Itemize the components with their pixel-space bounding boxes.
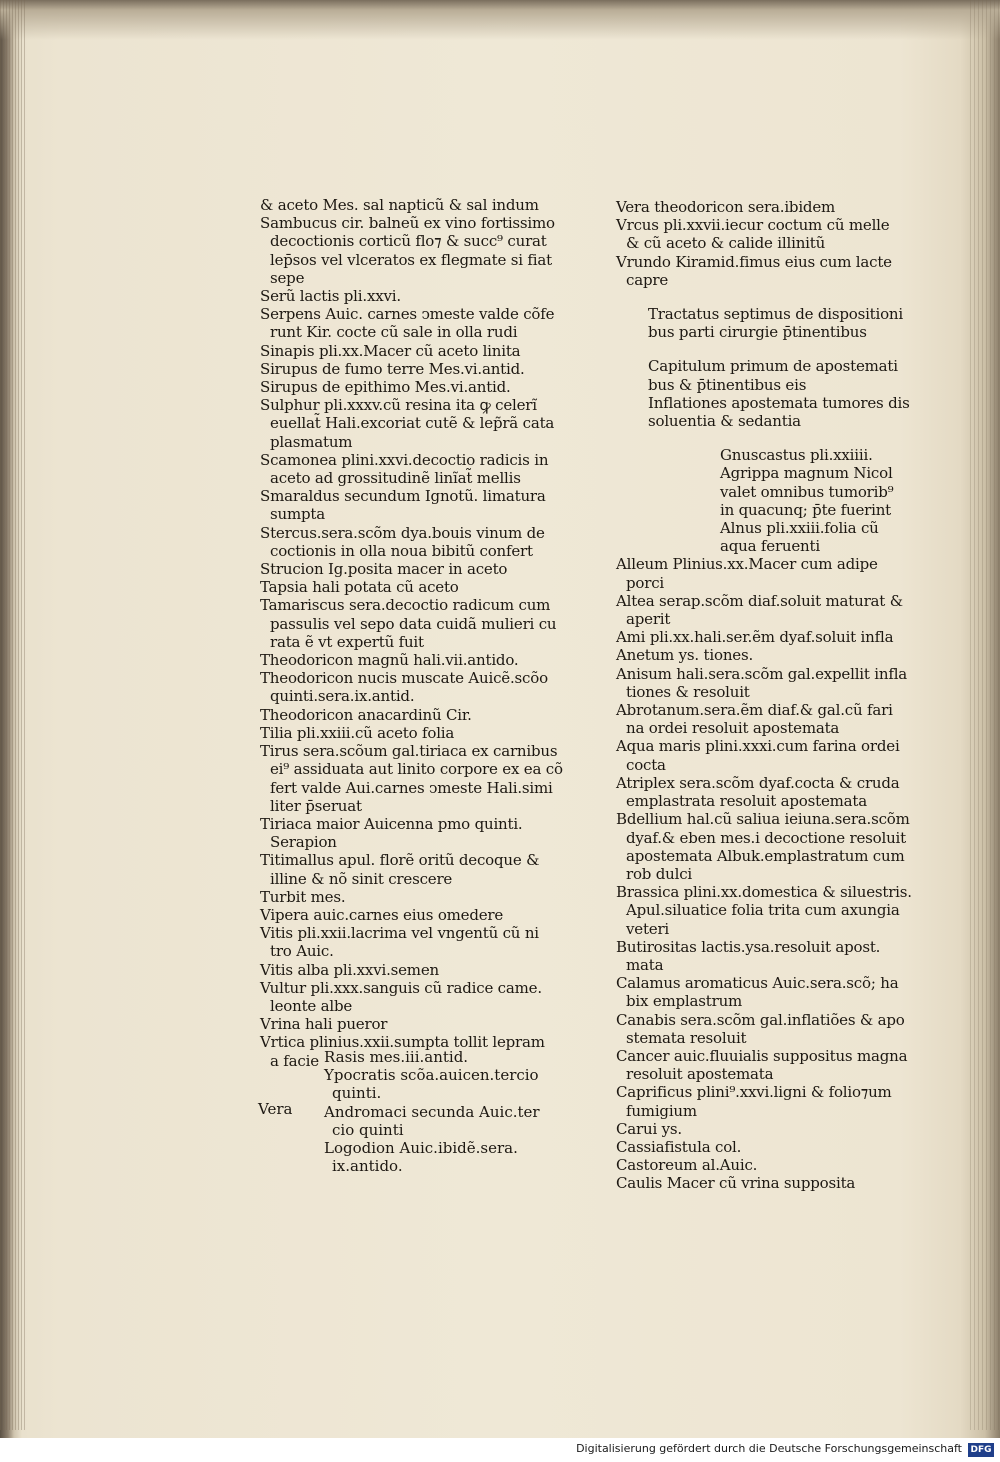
text-line: & aceto Mes. sal napticũ & sal indum xyxy=(260,196,539,214)
text-line: Caprificus plini⁹.xxvi.ligni & folio⁊um xyxy=(616,1083,892,1102)
text-line: Gnuscastus pli.xxiiii. xyxy=(720,446,873,465)
text-line: bix emplastrum xyxy=(626,992,743,1011)
text-line: Apul.siluatice folia trita cum axungia xyxy=(626,901,900,920)
text-line: Tiriaca maior Auicenna pmo quinti. xyxy=(260,814,523,833)
gloss-entry: ix.antido. xyxy=(332,1157,403,1176)
paragraph-gap xyxy=(616,289,916,305)
funding-notice: Digitalisierung gefördert durch die Deutsche Forschungsgemeinschaft xyxy=(576,1442,962,1455)
text-line: Vrcus pli.xxvii.iecur coctum cũ melle xyxy=(616,216,890,235)
text-line: & cũ aceto & calide illinitũ xyxy=(626,234,826,253)
text-line: rata ẽ vt expertũ fuit xyxy=(270,632,424,651)
text-line: Vrtica plinius.xxii.sumpta tollit lepram xyxy=(260,1033,545,1052)
text-line: Sirupus de fumo terre Mes.vi.antid. xyxy=(260,359,525,378)
text-line: Serpens Auic. carnes ↄmeste valde cõfe xyxy=(260,305,555,324)
gloss-entry: Rasis mes.iii.antid. xyxy=(324,1048,469,1066)
text-line: Cancer auic.fluuialis suppositus magna xyxy=(616,1046,908,1065)
text-line: plasmatum xyxy=(270,432,353,451)
right-text-column xyxy=(616,198,916,1193)
text-line: Turbit mes. xyxy=(260,887,346,906)
text-line: Vipera auic.carnes eius omedere xyxy=(260,905,504,924)
text-line: Theodoricon magnũ hali.vii.antido. xyxy=(260,651,519,670)
text-line: Ami pli.xx.hali.ser.ẽm dyaf.soluit infla xyxy=(616,628,894,647)
text-line: a facie xyxy=(270,1051,319,1070)
text-line: Tractatus septimus de dispositioni xyxy=(648,305,903,324)
text-line: emplastrata resoluit apostemata xyxy=(626,792,867,811)
text-line: decoctionis corticũ flo⁊ & succ⁹ curat xyxy=(270,232,547,251)
text-line: rob dulci xyxy=(626,864,693,883)
text-line: liter p̄seruat xyxy=(270,796,362,815)
text-line: in quacunq; p̄te fuerint xyxy=(720,500,891,519)
text-line: Castoreum al.Auic. xyxy=(616,1156,758,1175)
text-line: Tamariscus sera.decoctio radicum cum xyxy=(260,596,551,615)
gloss-entry: quinti. xyxy=(332,1084,382,1103)
text-line: sepe xyxy=(270,268,305,287)
gloss-entry: Andromaci secunda Auic.ter xyxy=(324,1102,540,1121)
text-line: Calamus aromaticus Auic.sera.scõ; ha xyxy=(616,974,899,993)
gloss-entry: cio quinti xyxy=(332,1120,404,1139)
text-line: passulis vel sepo data cuidã mulieri cu xyxy=(270,614,557,633)
text-line: veteri xyxy=(626,919,670,938)
text-line: Theodoricon nucis muscate Auicẽ.scõo xyxy=(260,669,548,688)
gloss-entry: Ypocratis scõa.auicen.tercio xyxy=(324,1066,539,1085)
text-line: Anisum hali.sera.scõm gal.expellit infla xyxy=(616,664,908,683)
text-line: Sulphur pli.xxxv.cũ resina ita ꝙ celerĩ xyxy=(260,396,537,415)
text-line: porci xyxy=(626,573,665,592)
text-line: euellat̃ Hali.excoriat cutẽ & lep̃rã cata xyxy=(270,414,555,433)
text-line: leonte albe xyxy=(270,996,353,1015)
text-line: Carui ys. xyxy=(616,1119,682,1138)
text-line: illine & nõ sinit crescere xyxy=(270,869,453,888)
text-line: valet omnibus tumorib⁹ xyxy=(720,482,894,501)
text-line: Abrotanum.sera.ẽm diaf.& gal.cũ fari xyxy=(616,701,893,720)
left-page-edges xyxy=(0,0,26,1430)
text-line: aceto ad grossitudinẽ linĩat̃ mellis xyxy=(270,469,521,488)
text-line: Alleum Plinius.xx.Macer cum adipe xyxy=(616,555,878,574)
text-line: Serũ lactis pli.xxvi. xyxy=(260,287,401,306)
text-line: Tapsia hali potata cũ aceto xyxy=(260,578,459,597)
gloss-entry: Logodion Auic.ibidẽ.sera. xyxy=(324,1139,518,1158)
text-line: dyaf.& eben mes.i decoctione resoluit xyxy=(626,828,906,847)
text-line: fumigium xyxy=(626,1101,697,1120)
text-line: Sirupus de epithimo Mes.vi.antid. xyxy=(260,378,511,397)
footer-bar xyxy=(0,1438,1000,1462)
text-line: Tirus sera.scõum gal.tiriaca ex carnibus xyxy=(260,742,558,761)
text-line: Serapion xyxy=(270,833,337,852)
text-line: Vera theodoricon sera.ibidem xyxy=(616,198,836,216)
text-line: Tilia pli.xxiii.cũ aceto folia xyxy=(260,723,455,742)
gloss-brace-list xyxy=(324,1048,540,1175)
text-line: quinti.sera.ix.antid. xyxy=(270,687,415,706)
text-line: Capitulum primum de apostemati xyxy=(648,357,898,376)
text-line: sumpta xyxy=(270,505,325,524)
text-line: ei⁹ assiduata aut linito corpore ex ea cõ xyxy=(270,760,563,779)
text-line: Anetum ys. tiones. xyxy=(616,646,754,665)
text-line: na ordei resoluit apostemata xyxy=(626,719,840,738)
text-line: tiones & resoluit xyxy=(626,682,750,701)
text-line: Aqua maris plini.xxxi.cum farina ordei xyxy=(616,737,900,756)
text-line: Caulis Macer cũ vrina supposita xyxy=(616,1174,856,1193)
paragraph-gap xyxy=(616,341,916,357)
text-line: Smaraldus secundum Ignotũ. limatura xyxy=(260,487,546,506)
text-line: Strucion Ig.posita macer in aceto xyxy=(260,560,508,579)
text-line: Titimallus apul. florẽ oritũ decoque & xyxy=(260,851,540,870)
text-line: apostemata Albuk.emplastratum cum xyxy=(626,846,905,865)
left-text-column xyxy=(260,196,563,1070)
text-line: Altea serap.scõm diaf.soluit maturat & xyxy=(616,591,903,610)
text-line: Theodoricon anacardinũ Cir. xyxy=(260,705,472,724)
text-line: capre xyxy=(626,270,668,289)
text-line: Vitis alba pli.xxvi.semen xyxy=(260,960,439,979)
text-line: Vultur pli.xxx.sanguis cũ radice came. xyxy=(260,978,542,997)
right-page-edges xyxy=(970,0,1000,1430)
text-line: coctionis in olla noua bibitũ confert xyxy=(270,541,533,560)
text-line: Bdellium hal.cũ saliua ieiuna.sera.scõm xyxy=(616,810,910,829)
text-line: Butirositas lactis.ysa.resoluit apost. xyxy=(616,937,881,956)
text-line: mata xyxy=(626,955,664,974)
text-line: bus parti cirurgie p̄tinentibus xyxy=(648,323,867,342)
text-line: fert valde Aui.carnes ↄmeste Hali.simi xyxy=(270,778,553,797)
paragraph-gap xyxy=(616,430,916,446)
text-line: Agrippa magnum Nicol xyxy=(720,464,893,483)
text-line: Atriplex sera.scõm dyaf.cocta & cruda xyxy=(616,773,900,792)
text-line: resoluit apostemata xyxy=(626,1065,774,1084)
text-line: Inflationes apostemata tumores dis xyxy=(648,393,910,412)
text-line: runt Kir. cocte cũ sale in olla rudi xyxy=(270,323,518,342)
gloss-sigla: Vera xyxy=(258,1100,293,1118)
text-line: Sinapis pli.xx.Macer cũ aceto linita xyxy=(260,341,521,360)
text-line: bus & p̄tinentibus eis xyxy=(648,375,807,394)
text-line: stemata resoluit xyxy=(626,1028,747,1047)
dfg-logo: DFG xyxy=(968,1443,994,1457)
text-line: Sambucus cir. balneũ ex vino fortissimo xyxy=(260,214,555,233)
page-top-shadow xyxy=(0,0,1000,40)
text-line: Vrundo Kiramid.fimus eius cum lacte xyxy=(616,252,892,271)
text-line: soluentia & sedantia xyxy=(648,412,801,431)
text-line: Stercus.sera.scõm dya.bouis vinum de xyxy=(260,523,545,542)
text-line: Vitis pli.xxii.lacrima vel vngentũ cũ ni xyxy=(260,924,539,943)
text-line: aperit xyxy=(626,610,671,629)
text-line: Scamonea plini.xxvi.decoctio radicis in xyxy=(260,450,549,469)
text-line: Brassica plini.xx.domestica & siluestris. xyxy=(616,883,912,902)
text-line: cocta xyxy=(626,755,666,774)
text-line: Alnus pli.xxiii.folia cũ xyxy=(720,519,879,538)
text-line: Vrina hali pueror xyxy=(260,1015,388,1034)
text-line: Cassiafistula col. xyxy=(616,1137,742,1156)
text-line: tro Auic. xyxy=(270,942,334,961)
text-line: Canabis sera.scõm gal.inflatiões & apo xyxy=(616,1010,905,1029)
text-line: lep̄sos vel vlceratos ex flegmate si fiat xyxy=(270,250,552,269)
text-line: aqua feruenti xyxy=(720,537,820,556)
